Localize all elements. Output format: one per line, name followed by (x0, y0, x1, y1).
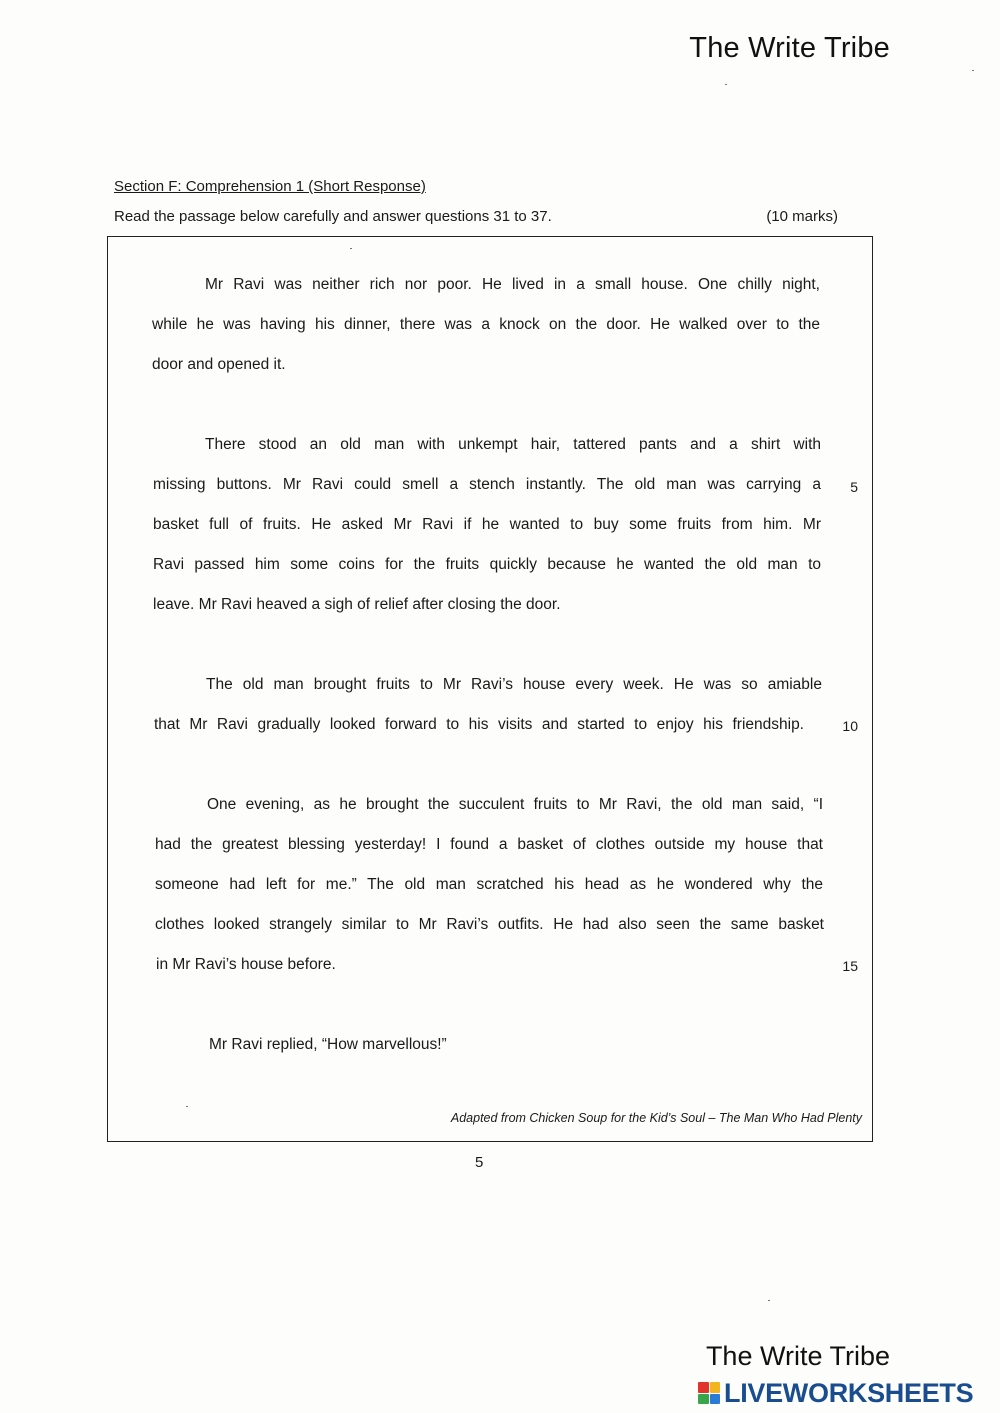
instruction-row (114, 208, 838, 225)
scan-speck (972, 70, 974, 71)
passage-line: Mr Ravi replied, “How marvellous!” (209, 1036, 447, 1053)
marks-label: (10 marks) (766, 208, 838, 225)
passage-line: door and opened it. (152, 356, 286, 373)
line-number: 10 (842, 718, 858, 734)
line-number: 5 (850, 479, 858, 495)
logo-square-green (698, 1394, 709, 1405)
passage-box (107, 236, 873, 1142)
scan-speck (350, 248, 352, 249)
page-number: 5 (475, 1154, 484, 1171)
line-number: 15 (842, 958, 858, 974)
liveworksheets-logo (698, 1378, 973, 1408)
passage-line: while he was having his dinner, there was a knock on the door. He walked over to the (152, 316, 820, 333)
passage-line: missing buttons. Mr Ravi could smell a stench instantly. The old man was carrying a (153, 476, 821, 493)
logo-square-blue (710, 1394, 721, 1405)
passage-line: There stood an old man with unkempt hair, tattered pants and a shirt with (205, 436, 821, 453)
passage-line: Ravi passed him some coins for the fruits quickly because he wanted the old man to (153, 556, 821, 573)
section-title: Section F: Comprehension 1 (Short Response) (114, 178, 426, 195)
passage-line: basket full of fruits. He asked Mr Ravi if he wanted to buy some fruits from him. Mr (153, 516, 821, 533)
passage-line: One evening, as he brought the succulent fruits to Mr Ravi, the old man said, “I (207, 796, 823, 813)
passage-line: clothes looked strangely similar to Mr Ravi’s outfits. He had also seen the same basket (155, 916, 824, 933)
brand-title-top: The Write Tribe (689, 32, 890, 64)
passage-line: leave. Mr Ravi heaved a sigh of relief after closing the door. (153, 596, 561, 613)
liveworksheets-logo-text: LIVEWORKSHEETS (724, 1377, 974, 1408)
passage-line: Mr Ravi was neither rich nor poor. He lived in a small house. One chilly night, (205, 276, 820, 293)
logo-square-yellow (710, 1382, 721, 1393)
scan-speck (768, 1300, 770, 1301)
passage-line: someone had left for me.” The old man scratched his head as he wondered why the (155, 876, 823, 893)
passage-line: that Mr Ravi gradually looked forward to his visits and started to enjoy his friendship. (154, 716, 804, 733)
instruction-text: Read the passage below carefully and answer questions 31 to 37. (114, 208, 552, 225)
source-citation: Adapted from Chicken Soup for the Kid’s Soul – The Man Who Had Plenty (450, 1111, 862, 1125)
logo-square-red (698, 1382, 709, 1393)
scan-speck (725, 84, 727, 85)
passage-line: had the greatest blessing yesterday! I found a basket of clothes outside my house that (155, 836, 823, 853)
brand-title-bottom: The Write Tribe (705, 1341, 890, 1371)
scan-speck (186, 1106, 188, 1107)
liveworksheets-logo-icon (698, 1382, 720, 1404)
passage-line: in Mr Ravi’s house before. (156, 956, 336, 973)
passage-line: The old man brought fruits to Mr Ravi’s house every week. He was so amiable (206, 676, 822, 693)
